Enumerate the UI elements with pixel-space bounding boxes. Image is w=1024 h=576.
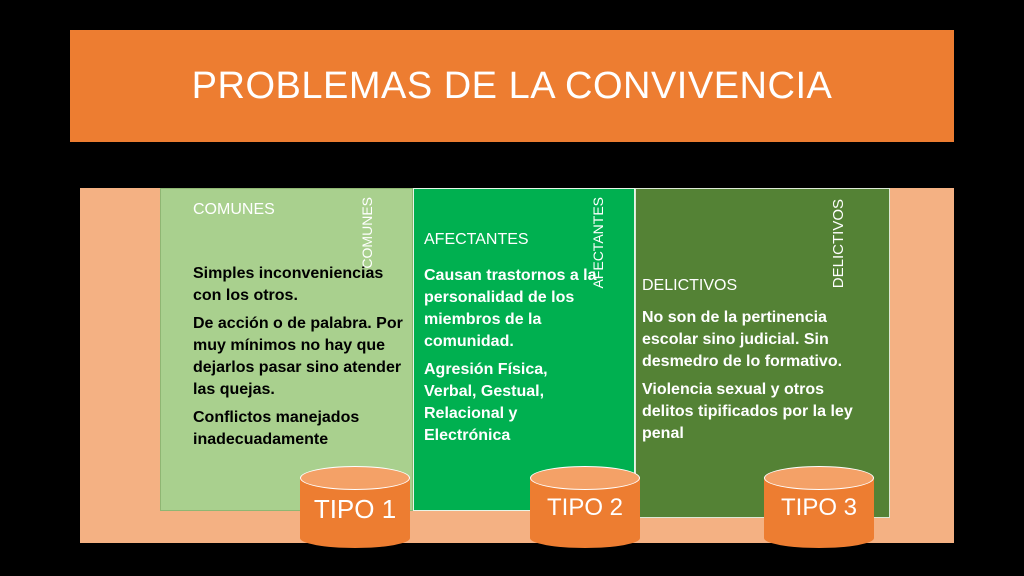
panel-side-label: COMUNES xyxy=(359,197,375,269)
panel-side-label: AFECTANTES xyxy=(590,197,606,289)
panel-heading: COMUNES xyxy=(193,201,275,218)
panel-heading: DELICTIVOS xyxy=(642,277,738,294)
badge-label: TIPO 3 xyxy=(780,494,858,521)
paragraph: No son de la pertinencia escolar sino judicial. Sin desmedro de lo formativo. xyxy=(642,309,843,370)
panel-comunes xyxy=(160,188,413,511)
paragraph: Causan trastornos a la personalidad de los miembros de la comunidad. xyxy=(424,267,597,350)
panel-body xyxy=(642,307,860,451)
badge-tipo-3 xyxy=(764,466,874,556)
panel-side-label: DELICTIVOS xyxy=(830,199,847,289)
paragraph: Violencia sexual y otros delitos tipificados por la ley penal xyxy=(642,381,853,442)
panel-afectantes xyxy=(413,188,635,511)
badge-tipo-2 xyxy=(530,466,640,556)
paragraph: Conflictos manejados inadecuadamente xyxy=(193,409,360,448)
paragraph: De acción o de palabra. Por muy mínimos no hay que dejarlos pasar sino atender las quejas. xyxy=(193,315,403,398)
paragraph: Simples inconveniencias con los otros. xyxy=(193,265,384,304)
panel-heading: AFECTANTES xyxy=(424,231,529,248)
panel-body xyxy=(424,265,604,453)
badge-label: TIPO 2 xyxy=(546,494,624,521)
title-banner xyxy=(70,30,954,142)
panel-body xyxy=(193,263,415,457)
badge-tipo-1 xyxy=(300,466,410,556)
badge-label: TIPO 1 xyxy=(313,494,397,524)
page-title: PROBLEMAS DE LA CONVIVENCIA xyxy=(191,64,833,107)
paragraph: Agresión Física, Verbal, Gestual, Relacional y Electrónica xyxy=(424,361,548,444)
